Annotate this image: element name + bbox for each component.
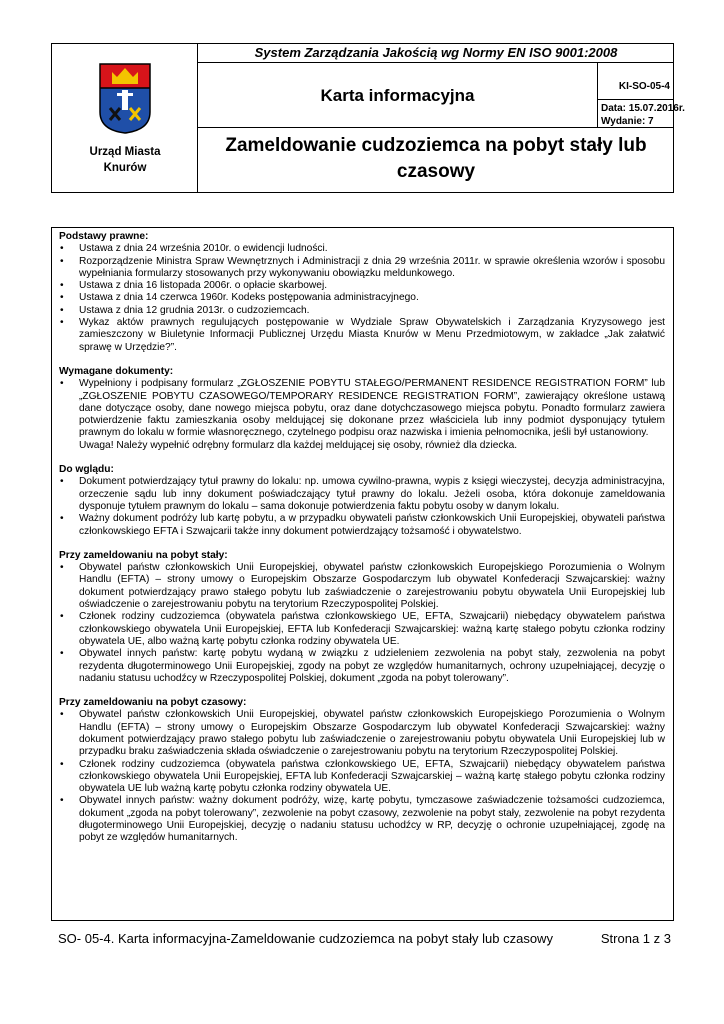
quality-system-title: System Zarządzania Jakością wg Normy EN ISO 9001:2008	[198, 44, 674, 63]
city-crest-icon	[98, 62, 152, 134]
list-item: • Obywatel państw członkowskich Unii Europejskiej, obywatel państw członkowskich Europejskiego Porozumienia o Wolnym Handlu (EFTA) – strony umowy o Europejskim Obszarze Gospodarczym lub obywatel Konfederacji Szwajcarskiej: ważny dokument potwierdzający prawo stałego pobytu lub zaświadczenie o zarejestrowaniu pobytu obywatela Unii Europejskiej lub w przypadku braku zaświadczenia składa oświadczenie o zarejestrowaniu pobytu na terytorium Rzeczypospolitej Polskiej.	[59, 709, 665, 758]
section-required-documents	[59, 366, 665, 452]
document-edition: Wydanie: 7	[601, 116, 654, 127]
list-item: • Ważny dokument podróży lub kartę pobytu, a w przypadku obywateli państw członkowskich Unii Europejskiej, obywateli państwa członkowskiego EFTA i Szwajcarii także inny dokument potwierdzający tożsamość i obywatelstwo.	[59, 513, 665, 538]
list-item: • Ustawa z dnia 12 grudnia 2013r. o cudzoziemcach.	[59, 305, 665, 317]
office-name-line2: Knurów	[103, 162, 147, 174]
list-item: • Członek rodziny cudzoziemca (obywatela państwa członkowskiego UE, EFTA, Szwajcarii) niebędący obywatelem państwa członkowskiego obywatela Unii Europejskiej, EFTA lub Konfederacji Szwajcarskiej: ważną kartę stałego pobytu członka rodziny obywatela UE, albo ważną kartę pobytu członka rodziny obywatela UE.	[59, 611, 665, 648]
list-item: • Obywatel państw członkowskich Unii Europejskiej, obywatel państw członkowskich Europejskiego Porozumienia o Wolnym Handlu (EFTA) – strony umowy o Europejskim Obszarze Gospodarczym lub obywatel Konfederacji Szwajcarskiej: ważny dokument potwierdzający prawo stałego pobytu lub zaświadczenie o zarejestrowaniu pobytu obywatela Unii Europejskiej lub oświadczenie o zarejestrowaniu pobytu na terytorium Rzeczypospolitej Polskiej.	[59, 562, 665, 611]
section-heading: Podstawy prawne:	[59, 231, 149, 242]
section-legal-basis	[59, 231, 665, 354]
list-item: • Członek rodziny cudzoziemca (obywatela państwa członkowskiego UE, EFTA, Szwajcarii) niebędący obywatelem państwa członkowskiego obywatela Unii Europejskiej, EFTA lub Konfederacji Szwajcarskiej – ważną kartę stałego pobytu członka rodziny obywatela UE lub ważną kartę pobytu członka rodziny obywatela UE.	[59, 759, 665, 796]
section-heading: Przy zameldowaniu na pobyt stały:	[59, 549, 228, 561]
office-name	[52, 144, 198, 176]
list-item: • Wykaz aktów prawnych regulujących postępowanie w Wydziale Spraw Obywatelskich i Zarządzania Kryzysowego jest zamieszczony w Biuletynie Informacji Publicznej Urzędu Miasta Knurów w Menu Przedmiotowym, w zakładce „Jak załatwić sprawę w Urzędzie?”.	[59, 317, 665, 354]
list-item: • Obywatel innych państw: kartę pobytu wydaną w związku z udzieleniem zezwolenia na pobyt stały, zezwolenia na pobyt rezydenta długoterminowego Unii Europejskiej, zgody na pobyt ze względów humanitarnych, ochrony uzupełniającej, decyzję o nadaniu statusu uchodźcy w Rzeczypospolitej Polskiej, dokument „zgoda na pobyt tolerowany”.	[59, 648, 665, 685]
document-date-edition	[598, 99, 685, 128]
page-number: Strona 1 z 3	[600, 931, 671, 946]
list-item: • Ustawa z dnia 14 czerwca 1960r. Kodeks postępowania administracyjnego.	[59, 292, 665, 304]
list-item: • Ustawa z dnia 16 listopada 2006r. o opłacie skarbowej.	[59, 280, 665, 292]
section-for-inspection	[59, 464, 665, 538]
list-item: • Wypełniony i podpisany formularz „ZGŁOSZENIE POBYTU STAŁEGO/PERMANENT RESIDENCE REGISTRATION FORM” lub „ZGŁOSZENIE POBYTU CZASOWEGO/TEMPORARY RESIDENCE REGISTRATION FORM”, zawierający określone ustawą dane dotyczące osoby, dane nowego miejsca pobytu, oraz dane dotychczasowego miejsca pobytu. Ponadto formularz zawiera potwierdzenie faktu zamieszkania osoby meldującej się dokonane przez właściciela lub inny podmiot dysponujący tytułem prawnym do lokalu w formie własnoręcznego, czytelnego podpisu oraz nazwiska i imienia pełnomocnika, jeśli był ustanowiony.	[59, 378, 665, 439]
list-item: • Obywatel innych państw: ważny dokument podróży, wizę, kartę pobytu, tymczasowe zaświadczenie tożsamości cudzoziemca, dokument „zgoda na pobyt tolerowany”, zezwolenie na pobyt czasowy, zezwolenie na pobyt stały, zezwolenie na pobyt rezydenta długoterminowego Unii Europejskiej, decyzję o nadaniu statusu uchodźcy w RP, decyzję o ochronie uzupełniającej, zgodę na pobyt ze względów humanitarnych.	[59, 795, 665, 844]
footer-title: SO- 05-4. Karta informacyjna-Zameldowanie cudzoziemca na pobyt stały lub czasowy	[58, 931, 553, 946]
list-item: • Ustawa z dnia 24 września 2010r. o ewidencji ludności.	[59, 243, 665, 255]
section-permanent-stay	[59, 550, 665, 685]
card-title: Karta informacyjna	[198, 63, 598, 128]
section-temporary-stay	[59, 697, 665, 845]
logo-cell	[52, 44, 198, 192]
list-item: • Dokument potwierdzający tytuł prawny do lokalu: np. umowa cywilno-prawna, wypis z księgi wieczystej, decyzja administracyjna, orzeczenie sądu lub inny dokument poświadczający tytuł prawny do lokalu. Jeżeli osoba, która dokonuje zameldowania dysponuje tytułem prawnym do lokalu – sama dokonuje potwierdzenia faktu pobytu osoby w danym lokalu.	[59, 476, 665, 513]
document-code: KI-SO-05-4	[618, 81, 670, 92]
document-meta	[598, 63, 685, 128]
document-header	[51, 43, 685, 193]
section-heading: Do wglądu:	[59, 464, 114, 476]
office-name-line1: Urząd Miasta	[89, 146, 161, 158]
page-title: Zameldowanie cudzoziemca na pobyt stały lub czasowy	[225, 135, 647, 182]
content-box	[51, 227, 674, 921]
section-heading: Wymagane dokumenty:	[59, 365, 174, 377]
document-date: Data: 15.07.2016r.	[601, 103, 685, 114]
note-text: Uwaga! Należy wypełnić odrębny formularz dla każdej meldującej się osoby, również dla dziecka.	[79, 439, 518, 451]
list-item: • Rozporządzenie Ministra Spraw Wewnętrznych i Administracji z dnia 29 września 2011r. w sprawie określenia wzorów i sposobu wypełniania formularzy stosowanych przy wykonywaniu obowiązku meldunkowego.	[59, 256, 665, 281]
section-heading: Przy zameldowaniu na pobyt czasowy:	[59, 697, 247, 709]
